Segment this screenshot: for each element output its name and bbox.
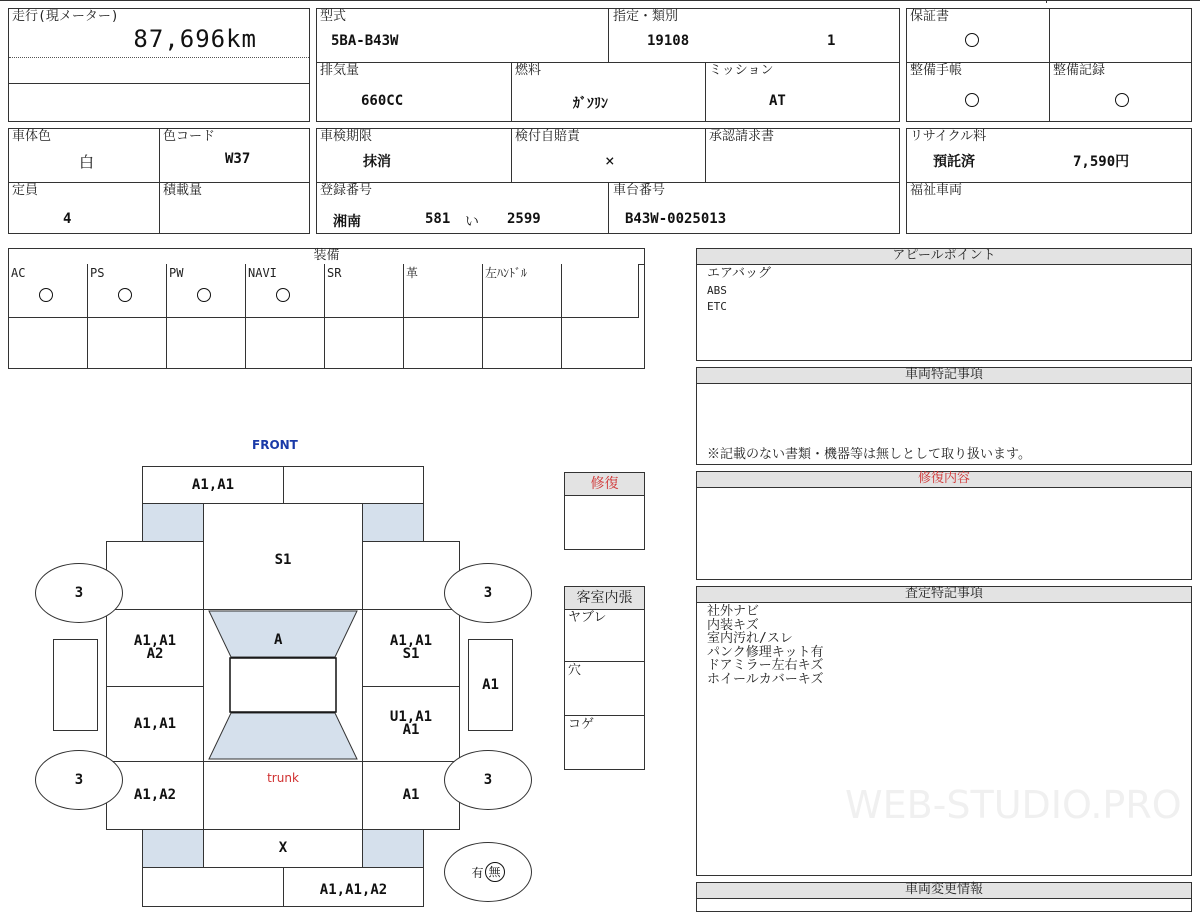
approval-label: 承認請求書	[709, 129, 775, 144]
capacity-value: 4	[63, 211, 72, 227]
rear-window-shape	[209, 713, 357, 759]
interior-item-burn: コゲ	[568, 717, 595, 732]
top-divider	[1046, 0, 1047, 3]
left-step	[53, 639, 98, 731]
equipment-blank-cell	[403, 317, 483, 369]
right-step: A1	[468, 639, 513, 731]
transmission-value: AT	[769, 93, 786, 109]
equipment-circle	[197, 288, 211, 302]
assessment-box	[696, 586, 1192, 876]
interior-divider-2	[565, 715, 644, 716]
equipment-blank-cell	[166, 317, 246, 369]
registration-kana: い	[465, 214, 479, 230]
rear-bumper-left	[142, 867, 284, 907]
designation-value-1: 19108	[647, 33, 690, 49]
mileage-divider	[9, 83, 309, 84]
rear-bumper-right: A1,A1,A2	[283, 867, 424, 907]
registration-class: 581	[425, 211, 451, 227]
designation-label: 指定・類別	[613, 9, 679, 24]
recycle-label: リサイクル料	[910, 129, 987, 144]
appeal-line-1: エアバッグ	[707, 266, 771, 281]
equipment-blank-cell	[8, 317, 88, 369]
registration-area: 湘南	[333, 214, 361, 230]
spare-tire	[444, 842, 532, 902]
roof-shape	[230, 658, 336, 712]
vehicle-notes-note: ※記載のない書類・機器等は無しとして取り扱います。	[707, 447, 1031, 462]
load-label: 積載量	[163, 183, 203, 198]
documents-divider-v	[1049, 9, 1050, 121]
interior-title: 客室内張	[565, 587, 644, 610]
repair-content-title: 修復内容	[697, 472, 1191, 488]
assessment-title: 査定特記事項	[697, 587, 1191, 603]
color-code-label: 色コード	[163, 129, 216, 144]
equipment-label: PS	[90, 266, 105, 280]
left-rear-fender: A1,A2	[106, 761, 204, 830]
reg-divider-3	[608, 182, 609, 234]
vehicle-notes-box	[696, 367, 1192, 465]
rear-right-corner	[362, 829, 424, 868]
assessment-text: 社外ナビ 内装キズ 室内汚れ/スレ パンク修理キット有 ドアミラー左右キズ ホイールカバーキズ	[707, 604, 824, 687]
model-label: 型式	[320, 9, 347, 24]
cabin-glass	[203, 609, 363, 762]
warranty-label: 保証書	[910, 9, 950, 24]
insurance-label: 検付自賠責	[515, 129, 581, 144]
registration-label: 登録番号	[320, 183, 373, 198]
registration-number: 2599	[507, 211, 541, 227]
appeal-line-3: ETC	[707, 300, 727, 313]
spec-box	[316, 8, 900, 122]
equipment-circle	[39, 288, 53, 302]
fuel-value: ｶﾞｿﾘﾝ	[573, 96, 608, 112]
windshield-label: A	[274, 632, 283, 648]
hood: S1	[203, 503, 363, 610]
vehicle-notes-title: 車両特記事項	[697, 368, 1191, 384]
color-divider-v	[159, 129, 160, 233]
front-bumper-left: A1,A1	[142, 466, 284, 504]
trunk-label: trunk	[267, 771, 299, 785]
displacement-label: 排気量	[320, 63, 360, 78]
maint-book-circle	[965, 93, 979, 107]
front-label: FRONT	[252, 438, 298, 452]
mileage-box	[8, 8, 310, 122]
spec-divider-3	[705, 62, 706, 122]
registration-box	[316, 128, 900, 234]
equipment-blank-cell	[482, 317, 562, 369]
color-box	[8, 128, 310, 234]
equipment-circle	[276, 288, 290, 302]
mileage-label: 走行(現メーター)	[12, 9, 119, 24]
trunk-lid: X	[203, 829, 363, 868]
welfare-label: 福祉車両	[910, 183, 963, 198]
spare-no: 無	[485, 862, 505, 882]
equipment-cell	[245, 264, 325, 318]
equipment-cell	[561, 264, 639, 318]
watermark: WEB-STUDIO.PRO	[845, 783, 1182, 827]
equipment-title: 装備	[9, 249, 644, 265]
fuel-label: 燃料	[515, 63, 542, 78]
transmission-label: ミッション	[709, 63, 774, 78]
equipment-cell	[166, 264, 246, 318]
maint-book-label: 整備手帳	[910, 63, 963, 78]
spec-divider-2	[511, 62, 512, 122]
left-door: A1,A1	[106, 686, 204, 762]
tire-front-left: 3	[35, 563, 123, 623]
equipment-cell	[403, 264, 483, 318]
trunk-area	[203, 761, 363, 830]
designation-value-2: 1	[827, 33, 836, 49]
spec-divider-1	[608, 9, 609, 62]
equipment-blank-cell	[87, 317, 167, 369]
model-value: 5BA-B43W	[331, 33, 399, 49]
repair-title: 修復	[565, 473, 644, 496]
reg-divider-1	[511, 129, 512, 182]
equipment-label: PW	[169, 266, 184, 280]
mileage-dotline	[9, 57, 309, 58]
right-rear-fender: A1	[362, 761, 460, 830]
recycle-box	[906, 128, 1192, 234]
equipment-label: 左ﾊﾝﾄﾞﾙ	[485, 266, 528, 280]
repair-content-box	[696, 471, 1192, 580]
rear-left-corner	[142, 829, 204, 868]
equipment-box	[8, 248, 645, 369]
insurance-value: ×	[605, 151, 615, 170]
warranty-circle	[965, 33, 979, 47]
body-color-value: 白	[79, 153, 95, 171]
left-front-fender: A1,A1 A2	[106, 609, 204, 687]
equipment-label: 革	[406, 266, 419, 280]
maint-record-label: 整備記録	[1053, 63, 1106, 78]
tire-rear-left: 3	[35, 750, 123, 810]
tire-front-right: 3	[444, 563, 532, 623]
color-divider-h	[9, 182, 309, 183]
recycle-status: 預託済	[933, 154, 975, 170]
inspection-value: 抹消	[363, 154, 391, 170]
chassis-label: 車台番号	[613, 183, 666, 198]
body-color-label: 車体色	[12, 129, 52, 144]
right-door: U1,A1 A1	[362, 686, 460, 762]
interior-item-hole: 穴	[568, 663, 582, 678]
interior-divider-1	[565, 661, 644, 662]
spare-yes: 有	[471, 865, 484, 880]
capacity-label: 定員	[12, 183, 39, 198]
tire-rear-right: 3	[444, 750, 532, 810]
appeal-box	[696, 248, 1192, 361]
equipment-label: NAVI	[248, 266, 277, 280]
chassis-value: B43W-0025013	[625, 211, 727, 227]
reg-divider-2	[705, 129, 706, 182]
color-code-value: W37	[225, 151, 251, 167]
appeal-title: アピールポイント	[697, 249, 1191, 265]
appeal-line-2: ABS	[707, 284, 727, 297]
equipment-cell	[482, 264, 562, 318]
displacement-value: 660CC	[361, 93, 404, 109]
repair-box	[564, 472, 645, 550]
vehicle-change-title: 車両変更情報	[697, 883, 1191, 899]
inspection-label: 車検期限	[320, 129, 373, 144]
vehicle-change-box	[696, 882, 1192, 912]
equipment-cell	[324, 264, 404, 318]
windshield-shape	[209, 611, 357, 657]
equipment-cell	[87, 264, 167, 318]
interior-box	[564, 586, 645, 770]
equipment-label: AC	[11, 266, 26, 280]
spec-divider-h	[317, 62, 899, 63]
front-left-corner	[142, 503, 204, 542]
equipment-label: SR	[327, 266, 342, 280]
equipment-cell	[8, 264, 88, 318]
equipment-blank-cell	[245, 317, 325, 369]
front-right-corner	[362, 503, 424, 542]
maint-record-circle	[1115, 93, 1129, 107]
interior-item-tear: ヤブレ	[568, 610, 607, 625]
equipment-circle	[118, 288, 132, 302]
equipment-blank-cell	[324, 317, 404, 369]
recycle-amount: 7,590円	[1073, 154, 1130, 170]
right-front-fender: A1,A1 S1	[362, 609, 460, 687]
mileage-value: 87,696km	[133, 25, 257, 53]
top-edge	[0, 0, 1200, 1]
front-bumper-right	[283, 466, 424, 504]
documents-box	[906, 8, 1192, 122]
